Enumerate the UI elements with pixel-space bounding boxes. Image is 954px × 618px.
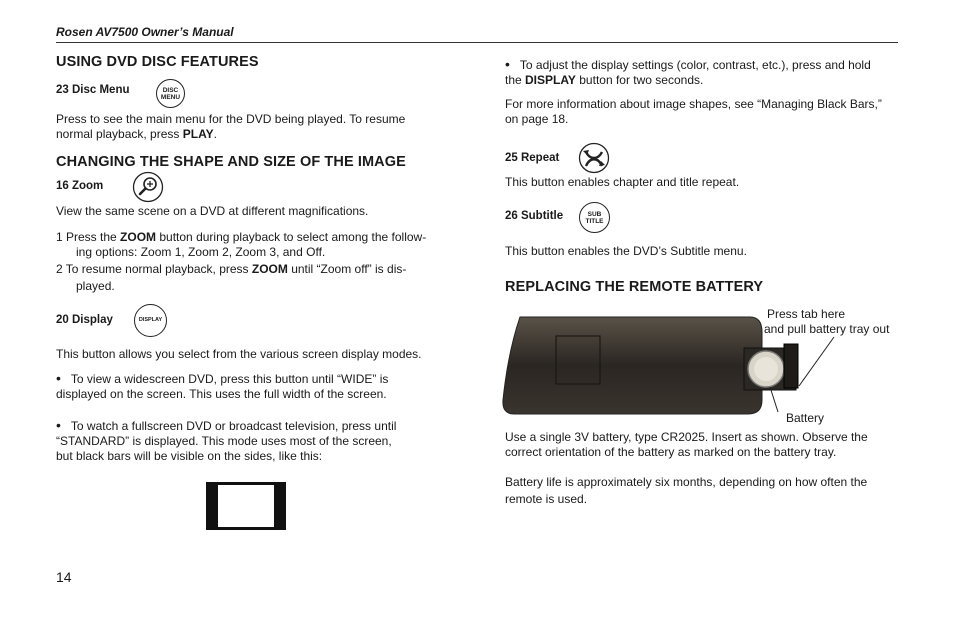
callout-battery: Battery xyxy=(786,411,825,425)
zoom-label: 16 Zoom xyxy=(56,180,104,192)
page-number: 14 xyxy=(56,569,72,585)
disc-menu-description: Press to see the main menu for the DVD being played. To resume normal playback, press PLAY. xyxy=(56,112,406,141)
zoom-icon xyxy=(132,171,164,203)
bullet-dot: • xyxy=(56,370,61,386)
battery-instructions: Use a single 3V battery, type CR2025. Insert as shown. Observe the correct orientation of the battery as marked on the battery tray. xyxy=(505,430,868,459)
repeat-icon xyxy=(578,142,610,174)
display-description: This button allows you select from the various screen display modes. xyxy=(56,347,422,361)
section-title-dvd-features: USING DVD DISC FEATURES xyxy=(56,54,259,70)
header-rule xyxy=(56,42,898,43)
repeat-label: 25 Repeat xyxy=(505,152,560,164)
callout-press-tab: Press tab here xyxy=(767,307,846,321)
display-icon: DISPLAY xyxy=(134,304,167,337)
zoom-description: View the same scene on a DVD at different magnifications. xyxy=(56,204,369,218)
zoom-step-2: 2 To resume normal playback, press ZOOM until “Zoom off” is dis- played. xyxy=(56,262,407,293)
bullet-dot: • xyxy=(505,56,510,72)
battery-life-text: Battery life is approximately six months, depending on how often the remote is used. xyxy=(505,475,868,506)
display-bullet-widescreen: • To view a widescreen DVD, press this button until “WIDE” is displayed on the screen. This uses the full width of the screen. xyxy=(56,370,389,401)
display-bullet-fullscreen: • To watch a fullscreen DVD or broadcast television, press until “STANDARD” is displayed. This mode uses most of the screen, but black bars will be visible on the sides, like this: xyxy=(56,417,397,463)
display-bullet-adjust: • To adjust the display settings (color, contrast, etc.), press and hold the DISPLAY button for two seconds. xyxy=(505,56,871,87)
zoom-step-1: 1 Press the ZOOM button during playback to select among the follow- ing options: Zoom 1, Zoom 2, Zoom 3, and Off. xyxy=(56,230,427,259)
callout-pull-tray: and pull battery tray out xyxy=(764,322,890,336)
disc-menu-icon: DISC MENU xyxy=(156,79,185,108)
subtitle-label: 26 Subtitle xyxy=(505,210,564,222)
disc-menu-label: 23 Disc Menu xyxy=(56,84,130,96)
repeat-description: This button enables chapter and title repeat. xyxy=(505,175,740,189)
screen-area xyxy=(218,485,274,527)
manual-header-title: Rosen AV7500 Owner’s Manual xyxy=(56,25,234,39)
section-title-replace-battery: REPLACING THE REMOTE BATTERY xyxy=(505,279,764,295)
black-bars-illustration xyxy=(206,482,286,530)
more-info-text: For more information about image shapes, see “Managing Black Bars,” on page 18. xyxy=(505,97,882,126)
bullet-dot: • xyxy=(56,417,61,433)
subtitle-description: This button enables the DVD’s Subtitle menu. xyxy=(505,244,747,258)
section-title-shape-size: CHANGING THE SHAPE AND SIZE OF THE IMAGE xyxy=(56,154,406,170)
subtitle-icon: SUB TITLE xyxy=(579,202,610,233)
display-label: 20 Display xyxy=(56,314,113,326)
